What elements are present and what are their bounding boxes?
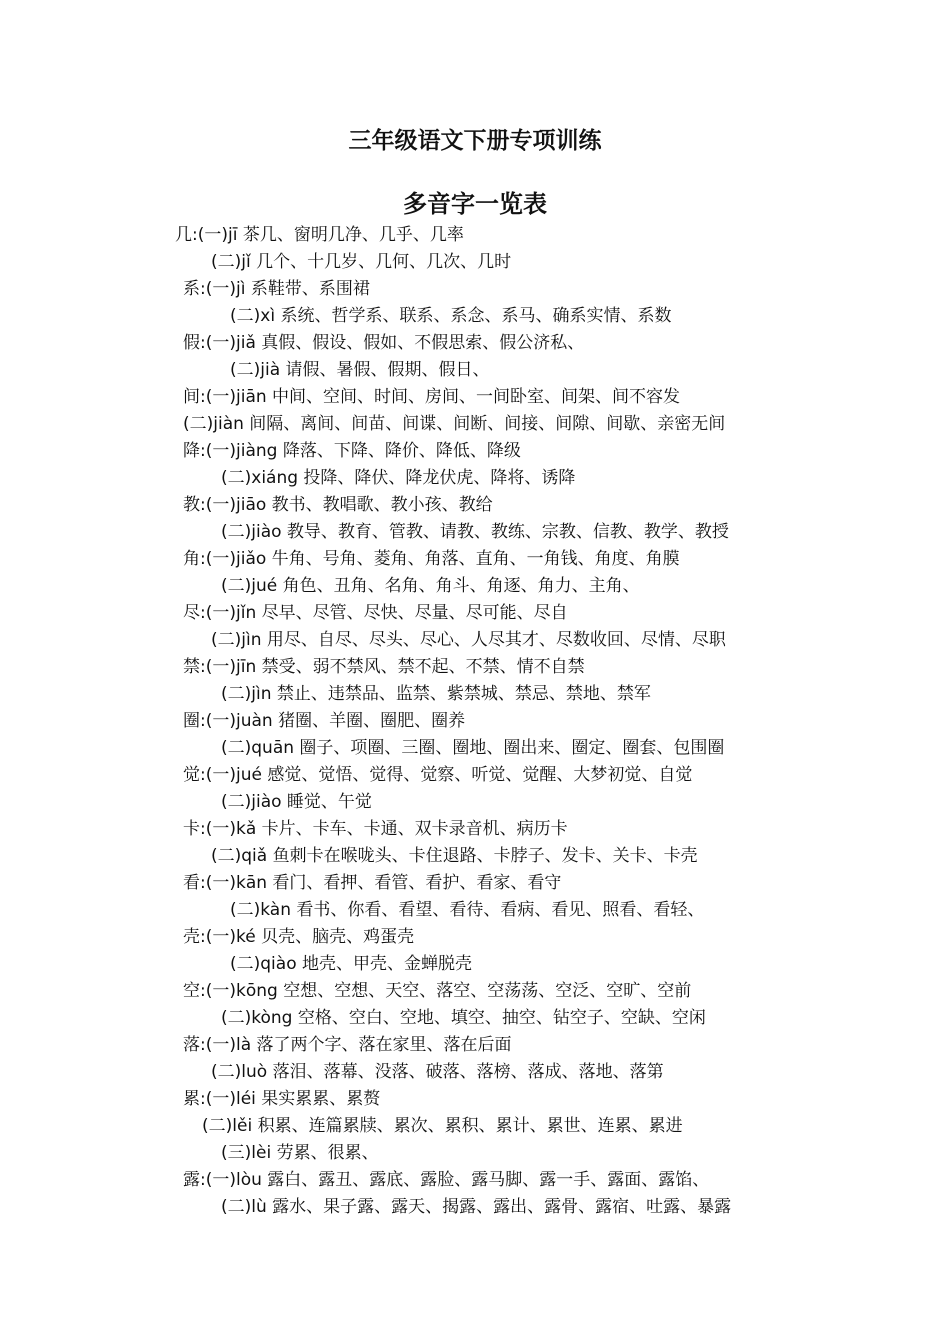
entry-line: 空:(一)kōng 空想、空想、天空、落空、空荡荡、空泛、空旷、空前 xyxy=(183,981,692,1001)
entry-line: (二)jìn 禁止、违禁品、监禁、紫禁城、禁忌、禁地、禁军 xyxy=(221,684,651,704)
entry-line: 假:(一)jiǎ 真假、假设、假如、不假思索、假公济私、 xyxy=(183,333,585,353)
entry-line: (二)kòng 空格、空白、空地、填空、抽空、钻空子、空缺、空闲 xyxy=(221,1008,706,1028)
entry-line: 角:(一)jiǎo 牛角、号角、菱角、角落、直角、一角钱、角度、角膜 xyxy=(183,549,680,569)
entry-line: (二)kàn 看书、你看、看望、看待、看病、看见、照看、看轻、 xyxy=(230,900,705,920)
entry-line: 尽:(一)jǐn 尽早、尽管、尽快、尽量、尽可能、尽自 xyxy=(183,603,568,623)
entry-line: 几:(一)jī 茶几、窗明几净、几乎、几率 xyxy=(175,225,464,245)
document-title: 三年级语文下册专项训练 xyxy=(348,128,602,154)
document-subtitle: 多音字一览表 xyxy=(403,190,547,218)
entry-line: 露:(一)lòu 露白、露丑、露底、露脸、露马脚、露一手、露面、露馅、 xyxy=(183,1170,710,1190)
entry-line: (二)qiào 地壳、甲壳、金蝉脱壳 xyxy=(230,954,473,974)
entry-line: 壳:(一)ké 贝壳、脑壳、鸡蛋壳 xyxy=(183,927,415,947)
entry-line: (二)jìn 用尽、自尽、尽头、尽心、人尽其才、尽数收回、尽情、尽职 xyxy=(211,630,726,650)
entry-line: 教:(一)jiāo 教书、教唱歌、教小孩、教给 xyxy=(183,495,493,515)
entry-line: (二)quān 圈子、项圈、三圈、圈地、圈出来、圈定、圈套、包围圈 xyxy=(221,738,725,758)
entry-line: (二)qiǎ 鱼刺卡在喉咙头、卡住退路、卡脖子、发卡、关卡、卡壳 xyxy=(211,846,698,866)
entry-line: (二)xiáng 投降、降伏、降龙伏虎、降将、诱降 xyxy=(221,468,576,488)
entry-line: 累:(一)léi 果实累累、累赘 xyxy=(183,1089,381,1109)
entry-line: 看:(一)kān 看门、看押、看管、看护、看家、看守 xyxy=(183,873,562,893)
entry-line: (三)lèi 劳累、很累、 xyxy=(221,1143,379,1163)
entry-line: (二)jiào 睡觉、午觉 xyxy=(221,792,372,812)
entry-line: 觉:(一)jué 感觉、觉悟、觉得、觉察、听觉、觉醒、大梦初觉、自觉 xyxy=(183,765,693,785)
entry-line: 落:(一)là 落了两个字、落在家里、落在后面 xyxy=(183,1035,512,1055)
entry-line: 降:(一)jiàng 降落、下降、降价、降低、降级 xyxy=(183,441,521,461)
entry-line: (二)jǐ 几个、十几岁、几何、几次、几时 xyxy=(211,252,512,272)
entry-line: (二)xì 系统、哲学系、联系、系念、系马、确系实情、系数 xyxy=(230,306,672,326)
entry-line: 卡:(一)kǎ 卡片、卡车、卡通、双卡录音机、病历卡 xyxy=(183,819,568,839)
entry-line: (二)jué 角色、丑角、名角、角斗、角逐、角力、主角、 xyxy=(221,576,640,596)
entry-line: (二)jià 请假、暑假、假期、假日、 xyxy=(230,360,490,380)
entry-line: 系:(一)jì 系鞋带、系围裙 xyxy=(183,279,370,299)
entry-line: (二)jiào 教导、教育、管教、请教、教练、宗教、信教、教学、教授 xyxy=(221,522,729,542)
entry-line: 间:(一)jiān 中间、空间、时间、房间、一间卧室、间架、间不容发 xyxy=(183,387,681,407)
entry-line: (二)jiàn 间隔、离间、间苗、间谍、间断、间接、间隙、间歇、亲密无间 xyxy=(183,414,726,434)
entry-line: 禁:(一)jīn 禁受、弱不禁风、禁不起、不禁、情不自禁 xyxy=(183,657,585,677)
entry-line: (二)lù 露水、果子露、露天、揭露、露出、露骨、露宿、吐露、暴露 xyxy=(221,1197,732,1217)
entry-line: 圈:(一)juàn 猪圈、羊圈、圈肥、圈养 xyxy=(183,711,466,731)
entry-line: (二)lěi 积累、连篇累牍、累次、累积、累计、累世、连累、累进 xyxy=(202,1116,683,1136)
entry-line: (二)luò 落泪、落幕、没落、破落、落榜、落成、落地、落第 xyxy=(211,1062,664,1082)
